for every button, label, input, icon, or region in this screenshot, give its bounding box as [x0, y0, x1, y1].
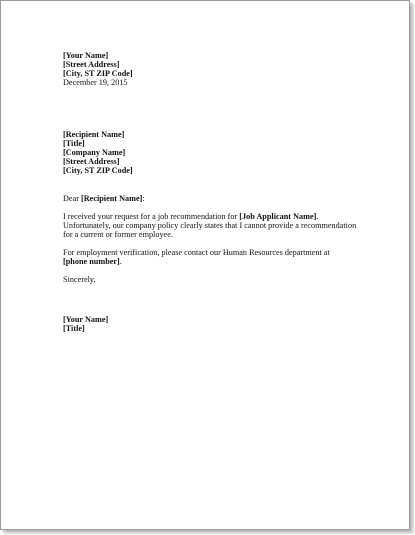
sender-name: [Your Name]	[63, 51, 109, 60]
recipient-street: [Street Address]	[63, 157, 120, 166]
body-text: .	[316, 212, 319, 221]
salutation-suffix: :	[142, 194, 145, 203]
salutation-name: [Recipient Name]	[81, 194, 143, 203]
recipient-company: [Company Name]	[63, 148, 126, 157]
closing-name: [Your Name]	[63, 315, 109, 324]
recipient-title: [Title]	[63, 139, 85, 148]
body-paragraph-2-line-2	[63, 257, 122, 266]
body-paragraph-1-line-1	[63, 212, 318, 221]
body-text: .	[119, 257, 122, 266]
recipient-city: [City, ST ZIP Code]	[63, 166, 133, 175]
body-paragraph-2-line-1: For employment verification, please contact our Human Resources department at	[63, 248, 330, 257]
closing-title: [Title]	[63, 324, 85, 333]
letter-date: December 19, 2015	[63, 78, 128, 87]
closing: Sincerely,	[63, 275, 96, 284]
body-paragraph-1-line-3: for a current or former employee.	[63, 230, 173, 239]
sender-street: [Street Address]	[63, 60, 120, 69]
salutation-prefix: Dear	[63, 194, 82, 203]
body-paragraph-1-line-2: Unfortunately, our company policy clearly states that I cannot provide a recommendation	[63, 221, 357, 230]
recipient-name: [Recipient Name]	[63, 130, 125, 139]
phone-number: [phone number]	[63, 257, 120, 266]
body-text: I received your request for a job recommendation for	[63, 212, 240, 221]
sender-city: [City, ST ZIP Code]	[63, 69, 133, 78]
salutation	[63, 194, 145, 203]
job-applicant-name: [Job Applicant Name]	[239, 212, 317, 221]
